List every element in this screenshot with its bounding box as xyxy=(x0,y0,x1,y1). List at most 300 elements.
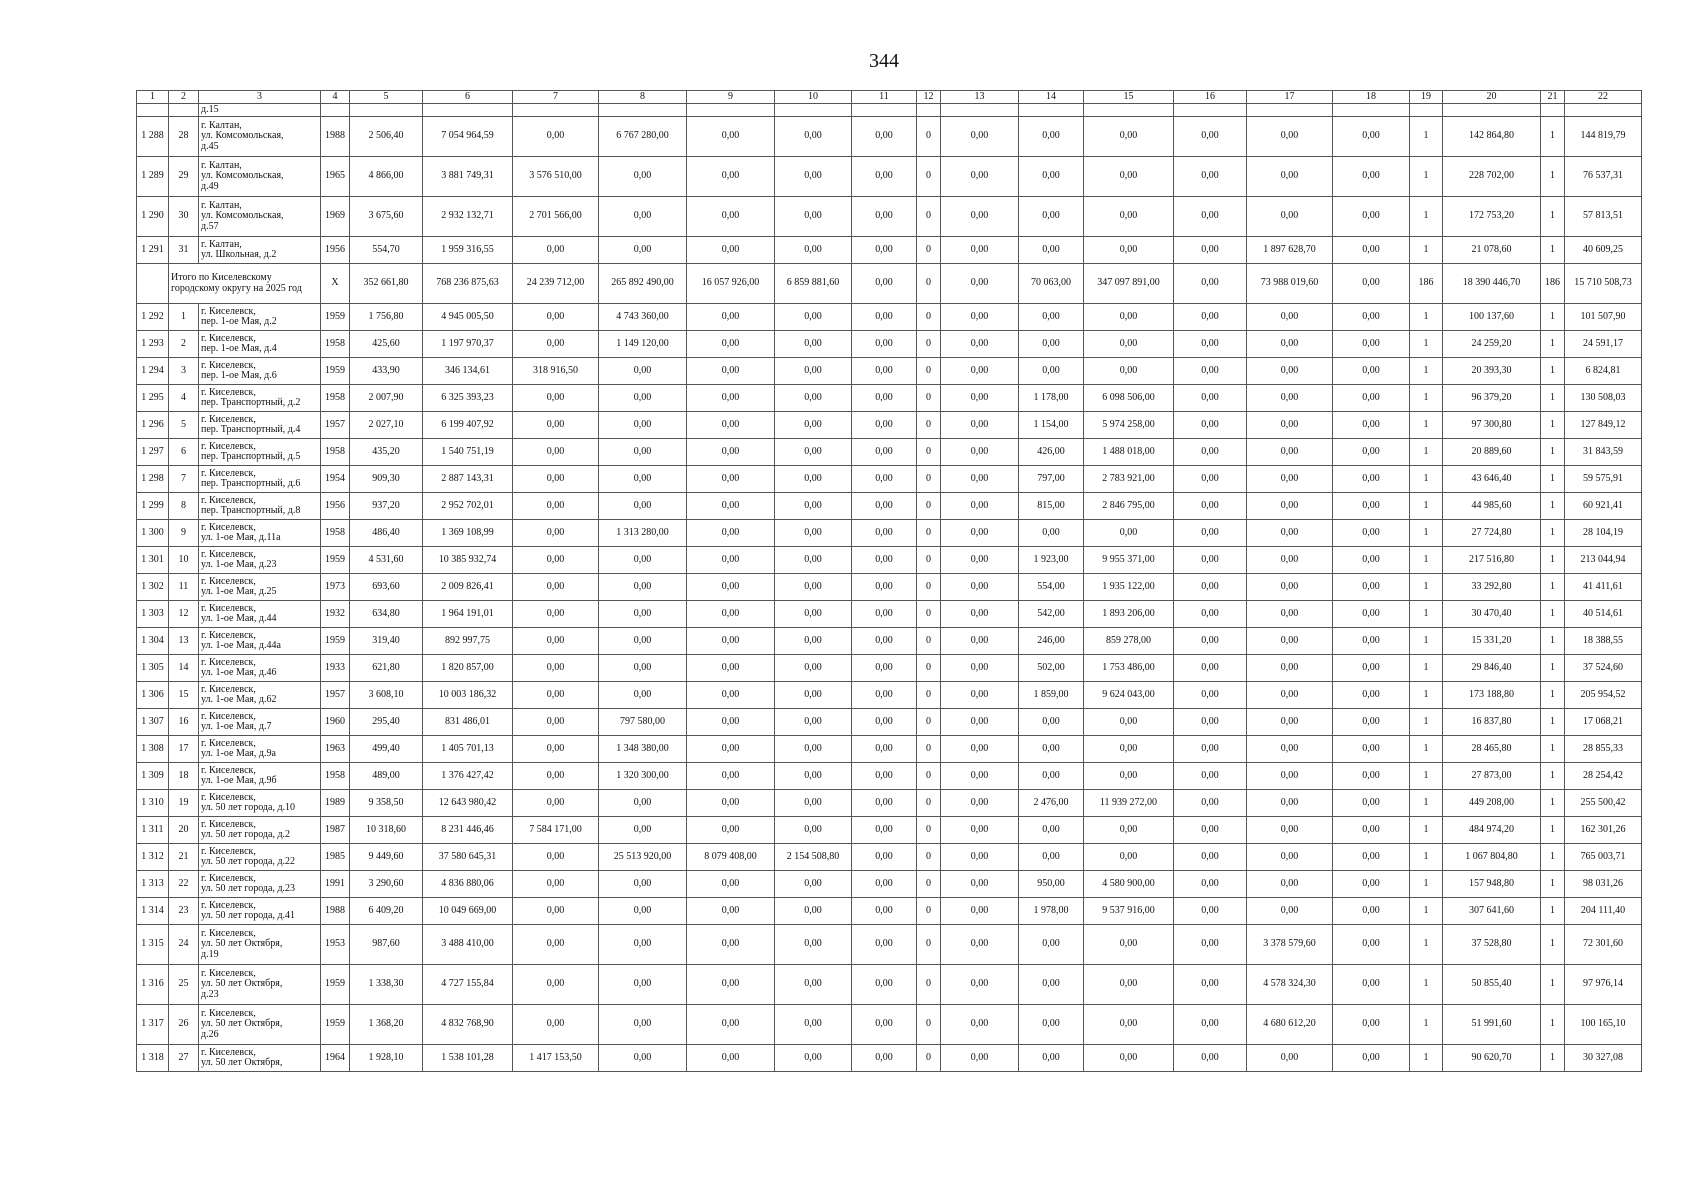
table-cell: 1 xyxy=(1541,871,1565,898)
table-cell: 489,00 xyxy=(350,763,423,790)
table-row xyxy=(137,439,1642,466)
table-cell: 1 303 xyxy=(137,601,169,628)
table-cell: 0,00 xyxy=(941,385,1019,412)
table-cell: 0,00 xyxy=(1174,965,1247,1005)
table-cell: 8 xyxy=(169,493,199,520)
table-cell: 0,00 xyxy=(599,237,687,264)
table-cell: 0 xyxy=(917,439,941,466)
table-cell: 0,00 xyxy=(687,385,775,412)
table-cell: 0,00 xyxy=(599,817,687,844)
table-cell: 1958 xyxy=(321,439,350,466)
table-cell: 0,00 xyxy=(852,682,917,709)
table-cell: 0,00 xyxy=(687,871,775,898)
table-cell: 0,00 xyxy=(941,466,1019,493)
table-cell: 27 xyxy=(169,1045,199,1072)
table-cell: 0,00 xyxy=(852,237,917,264)
table-cell: 0,00 xyxy=(687,439,775,466)
table-cell: 0 xyxy=(917,871,941,898)
table-cell xyxy=(169,104,199,117)
table-cell: 1988 xyxy=(321,117,350,157)
table-cell: 19 xyxy=(169,790,199,817)
column-header-17: 17 xyxy=(1247,91,1333,104)
table-cell: 0,00 xyxy=(941,304,1019,331)
table-cell: 0,00 xyxy=(852,412,917,439)
table-cell: 0,00 xyxy=(941,331,1019,358)
table-cell: 765 003,71 xyxy=(1565,844,1642,871)
table-cell: 1 296 xyxy=(137,412,169,439)
table-cell: 1 xyxy=(1541,709,1565,736)
table-cell: 1960 xyxy=(321,709,350,736)
table-cell: 1 xyxy=(1541,965,1565,1005)
table-cell: 0,00 xyxy=(1174,763,1247,790)
table-cell: 11 939 272,00 xyxy=(1084,790,1174,817)
column-header-21: 21 xyxy=(1541,91,1565,104)
table-cell: 1 305 xyxy=(137,655,169,682)
table-cell: 1 xyxy=(1410,466,1443,493)
table-cell: 1 xyxy=(1541,736,1565,763)
table-cell: 1 405 701,13 xyxy=(423,736,513,763)
table-row xyxy=(137,331,1642,358)
table-cell: 0,00 xyxy=(513,736,599,763)
table-cell: 0,00 xyxy=(1019,157,1084,197)
table-cell: 1 xyxy=(1410,493,1443,520)
table-cell: 0,00 xyxy=(941,655,1019,682)
table-cell: 0,00 xyxy=(775,871,852,898)
table-cell: 0 xyxy=(917,1045,941,1072)
table-cell: 0,00 xyxy=(852,965,917,1005)
table-row xyxy=(137,601,1642,628)
table-cell: 0,00 xyxy=(1247,157,1333,197)
table-cell: 1 820 857,00 xyxy=(423,655,513,682)
table-cell: 0,00 xyxy=(1084,817,1174,844)
table-cell: 1 309 xyxy=(137,763,169,790)
table-cell: 0,00 xyxy=(852,117,917,157)
table-cell: 0,00 xyxy=(1174,197,1247,237)
table-cell xyxy=(321,104,350,117)
table-cell xyxy=(687,104,775,117)
table-cell: 859 278,00 xyxy=(1084,628,1174,655)
table-cell: 0,00 xyxy=(599,1005,687,1045)
table-cell: 23 xyxy=(169,898,199,925)
table-cell: X xyxy=(321,264,350,304)
table-cell: 1 xyxy=(1541,574,1565,601)
table-cell: 0,00 xyxy=(941,358,1019,385)
table-cell: 0,00 xyxy=(1247,493,1333,520)
column-number-header-row xyxy=(137,91,1642,104)
table-cell: 4 945 005,50 xyxy=(423,304,513,331)
table-cell: 9 955 371,00 xyxy=(1084,547,1174,574)
table-cell: 9 xyxy=(169,520,199,547)
table-cell: 0,00 xyxy=(513,628,599,655)
table-cell: 29 xyxy=(169,157,199,197)
table-cell: 1 302 xyxy=(137,574,169,601)
table-cell: 0,00 xyxy=(775,117,852,157)
table-cell: 1 288 xyxy=(137,117,169,157)
table-cell: 173 188,80 xyxy=(1443,682,1541,709)
table-cell: 0,00 xyxy=(513,520,599,547)
table-cell: 0,00 xyxy=(941,117,1019,157)
address-cell: г. Киселевск, ул. 50 лет города, д.22 xyxy=(199,844,321,871)
table-row xyxy=(137,736,1642,763)
table-cell: 1 307 xyxy=(137,709,169,736)
table-cell: 295,40 xyxy=(350,709,423,736)
table-cell: 1 xyxy=(1410,709,1443,736)
table-cell: 0,00 xyxy=(513,709,599,736)
table-cell: 0 xyxy=(917,237,941,264)
table-cell: 1 297 xyxy=(137,439,169,466)
table-cell: 1 294 xyxy=(137,358,169,385)
table-cell: 0,00 xyxy=(1247,358,1333,385)
table-cell: 142 864,80 xyxy=(1443,117,1541,157)
table-cell: 0,00 xyxy=(1084,520,1174,547)
table-row xyxy=(137,655,1642,682)
table-cell: 0,00 xyxy=(1333,682,1410,709)
table-cell: 0,00 xyxy=(513,412,599,439)
table-cell: 0,00 xyxy=(513,790,599,817)
table-cell: 0,00 xyxy=(1174,466,1247,493)
table-cell: 1 753 486,00 xyxy=(1084,655,1174,682)
table-cell: 0,00 xyxy=(599,466,687,493)
table-cell: 2 xyxy=(169,331,199,358)
table-cell: 9 537 916,00 xyxy=(1084,898,1174,925)
table-cell: 1991 xyxy=(321,871,350,898)
table-cell: 1 369 108,99 xyxy=(423,520,513,547)
table-cell: 0,00 xyxy=(775,1045,852,1072)
table-cell: 1 xyxy=(1410,601,1443,628)
table-cell: 72 301,60 xyxy=(1565,925,1642,965)
table-cell: 0 xyxy=(917,601,941,628)
table-cell: 0,00 xyxy=(687,574,775,601)
table-cell: 0,00 xyxy=(1019,304,1084,331)
table-cell: 1959 xyxy=(321,304,350,331)
table-cell: 0,00 xyxy=(852,628,917,655)
table-cell: 0,00 xyxy=(852,1005,917,1045)
table-cell: 18 xyxy=(169,763,199,790)
table-cell: 0,00 xyxy=(852,358,917,385)
table-cell: 3 675,60 xyxy=(350,197,423,237)
table-cell: 265 892 490,00 xyxy=(599,264,687,304)
table-cell: 0,00 xyxy=(513,331,599,358)
table-cell: 0 xyxy=(917,763,941,790)
table-cell: 0,00 xyxy=(1019,197,1084,237)
table-cell: 20 889,60 xyxy=(1443,439,1541,466)
table-cell: 0,00 xyxy=(687,965,775,1005)
table-cell: 0,00 xyxy=(513,682,599,709)
table-cell xyxy=(137,264,169,304)
table-cell: 499,40 xyxy=(350,736,423,763)
table-cell: 0,00 xyxy=(1019,237,1084,264)
table-cell: 0,00 xyxy=(775,925,852,965)
table-cell: 0,00 xyxy=(1333,117,1410,157)
table-row xyxy=(137,925,1642,965)
table-cell: 1 959 316,55 xyxy=(423,237,513,264)
table-cell: 24 591,17 xyxy=(1565,331,1642,358)
table-cell: 0,00 xyxy=(599,493,687,520)
table-cell: 0,00 xyxy=(941,790,1019,817)
table-cell: 0,00 xyxy=(687,655,775,682)
table-cell: 37 528,80 xyxy=(1443,925,1541,965)
table-row xyxy=(137,1005,1642,1045)
table-cell: 0,00 xyxy=(1333,1045,1410,1072)
table-cell: 797,00 xyxy=(1019,466,1084,493)
table-cell: 0,00 xyxy=(1174,157,1247,197)
table-cell: 0,00 xyxy=(941,1005,1019,1045)
table-cell: 204 111,40 xyxy=(1565,898,1642,925)
table-cell: 28 104,19 xyxy=(1565,520,1642,547)
table-cell: 10 318,60 xyxy=(350,817,423,844)
table-cell: 0,00 xyxy=(1247,898,1333,925)
table-cell: 1 178,00 xyxy=(1019,385,1084,412)
table-cell: 0,00 xyxy=(513,925,599,965)
table-cell: 0 xyxy=(917,331,941,358)
table-cell: 0,00 xyxy=(687,412,775,439)
table-cell: 1 xyxy=(1541,358,1565,385)
table-row xyxy=(137,844,1642,871)
table-cell: 950,00 xyxy=(1019,871,1084,898)
table-row xyxy=(137,790,1642,817)
table-cell: 0,00 xyxy=(599,925,687,965)
table-cell: 1 338,30 xyxy=(350,965,423,1005)
address-cell: г. Киселевск, пер. 1-ое Мая, д.4 xyxy=(199,331,321,358)
table-cell: 0,00 xyxy=(1019,763,1084,790)
table-cell: 0,00 xyxy=(775,331,852,358)
table-cell: 15 331,20 xyxy=(1443,628,1541,655)
table-cell: 20 xyxy=(169,817,199,844)
table-cell: 16 057 926,00 xyxy=(687,264,775,304)
table-cell xyxy=(775,104,852,117)
table-cell: 634,80 xyxy=(350,601,423,628)
table-cell: 0 xyxy=(917,304,941,331)
table-cell: 1989 xyxy=(321,790,350,817)
table-cell: 4 531,60 xyxy=(350,547,423,574)
table-cell: 0,00 xyxy=(1333,412,1410,439)
table-cell: 0,00 xyxy=(775,709,852,736)
table-cell: 70 063,00 xyxy=(1019,264,1084,304)
table-cell: 542,00 xyxy=(1019,601,1084,628)
table-cell: 0,00 xyxy=(687,736,775,763)
table-cell: 1 xyxy=(1410,898,1443,925)
table-cell xyxy=(350,104,423,117)
table-cell: 1958 xyxy=(321,385,350,412)
table-cell: 1954 xyxy=(321,466,350,493)
table-cell: 0,00 xyxy=(775,817,852,844)
table-cell: 0,00 xyxy=(1247,655,1333,682)
table-cell: 0,00 xyxy=(1333,655,1410,682)
table-cell: 18 390 446,70 xyxy=(1443,264,1541,304)
table-cell: 0,00 xyxy=(775,655,852,682)
table-cell: 0,00 xyxy=(941,871,1019,898)
table-cell: 0,00 xyxy=(1247,439,1333,466)
table-cell: 0,00 xyxy=(599,601,687,628)
table-cell: 4 580 900,00 xyxy=(1084,871,1174,898)
table-cell: 1 292 xyxy=(137,304,169,331)
table-cell: 13 xyxy=(169,628,199,655)
table-cell: 0,00 xyxy=(775,520,852,547)
address-cell: г. Киселевск, ул. 1-ое Мая, д.44а xyxy=(199,628,321,655)
table-cell: 0,00 xyxy=(1247,117,1333,157)
table-cell: 0,00 xyxy=(1019,709,1084,736)
table-cell: 0,00 xyxy=(513,385,599,412)
table-cell: 6 199 407,92 xyxy=(423,412,513,439)
table-cell: 6 409,20 xyxy=(350,898,423,925)
table-cell: 1 xyxy=(1410,763,1443,790)
table-cell: 1 xyxy=(1541,466,1565,493)
column-header-12: 12 xyxy=(917,91,941,104)
table-cell: 0,00 xyxy=(775,547,852,574)
table-cell: 1 xyxy=(1541,1045,1565,1072)
table-cell: 50 855,40 xyxy=(1443,965,1541,1005)
table-cell: 0,00 xyxy=(852,709,917,736)
table-cell: 40 514,61 xyxy=(1565,601,1642,628)
table-cell: 1 320 300,00 xyxy=(599,763,687,790)
table-cell: 2 952 702,01 xyxy=(423,493,513,520)
address-cell: г. Киселевск, пер. Транспортный, д.5 xyxy=(199,439,321,466)
column-header-20: 20 xyxy=(1443,91,1541,104)
table-cell: 0,00 xyxy=(1174,844,1247,871)
table-cell: 1 299 xyxy=(137,493,169,520)
table-cell: 6 824,81 xyxy=(1565,358,1642,385)
table-cell: 0,00 xyxy=(775,965,852,1005)
table-cell: 0,00 xyxy=(775,385,852,412)
table-cell: 0,00 xyxy=(513,1005,599,1045)
table-cell: 16 837,80 xyxy=(1443,709,1541,736)
table-cell: 1 xyxy=(1410,655,1443,682)
table-cell: 0,00 xyxy=(599,871,687,898)
table-cell: 0,00 xyxy=(1084,965,1174,1005)
table-cell: 0,00 xyxy=(687,898,775,925)
table-cell: 0,00 xyxy=(1174,520,1247,547)
table-cell: 217 516,80 xyxy=(1443,547,1541,574)
table-cell: 0,00 xyxy=(852,817,917,844)
table-cell xyxy=(1565,104,1642,117)
total-row xyxy=(137,264,1642,304)
table-cell: 0,00 xyxy=(1019,736,1084,763)
table-cell: 1 xyxy=(1541,682,1565,709)
table-cell: 0,00 xyxy=(599,197,687,237)
table-cell: 0,00 xyxy=(852,574,917,601)
table-cell: 1 xyxy=(169,304,199,331)
table-cell: 0,00 xyxy=(775,736,852,763)
table-cell: 97 976,14 xyxy=(1565,965,1642,1005)
table-cell xyxy=(1541,104,1565,117)
table-cell: 4 680 612,20 xyxy=(1247,1005,1333,1045)
table-cell: 1 300 xyxy=(137,520,169,547)
table-cell: 1 xyxy=(1541,898,1565,925)
table-cell: 0,00 xyxy=(1333,736,1410,763)
table-cell: 0 xyxy=(917,898,941,925)
table-cell: 0,00 xyxy=(775,466,852,493)
address-cell: г. Киселевск, ул. 1-ое Мая, д.44 xyxy=(199,601,321,628)
table-cell: 2 783 921,00 xyxy=(1084,466,1174,493)
table-cell: 0,00 xyxy=(1333,763,1410,790)
table-cell: 1 316 xyxy=(137,965,169,1005)
table-cell: 0,00 xyxy=(941,574,1019,601)
table-row xyxy=(137,358,1642,385)
table-cell: 1 978,00 xyxy=(1019,898,1084,925)
table-cell: 1988 xyxy=(321,898,350,925)
table-cell: 433,90 xyxy=(350,358,423,385)
table-cell: 0 xyxy=(917,655,941,682)
table-cell: 0,00 xyxy=(775,157,852,197)
table-cell: 6 859 881,60 xyxy=(775,264,852,304)
table-cell: 1932 xyxy=(321,601,350,628)
table-cell: 1 488 018,00 xyxy=(1084,439,1174,466)
table-cell: 0,00 xyxy=(941,763,1019,790)
table-row xyxy=(137,466,1642,493)
table-cell: 0,00 xyxy=(941,925,1019,965)
table-row xyxy=(137,628,1642,655)
table-cell: 0,00 xyxy=(852,736,917,763)
table-cell: 0,00 xyxy=(1247,871,1333,898)
table-cell: 1 xyxy=(1410,965,1443,1005)
column-header-19: 19 xyxy=(1410,91,1443,104)
table-cell: 11 xyxy=(169,574,199,601)
table-cell: 7 xyxy=(169,466,199,493)
table-cell: 12 xyxy=(169,601,199,628)
table-cell: 7 584 171,00 xyxy=(513,817,599,844)
table-cell: 346 134,61 xyxy=(423,358,513,385)
table-cell: 0,00 xyxy=(599,574,687,601)
table-cell: 0,00 xyxy=(1333,965,1410,1005)
table-row xyxy=(137,117,1642,157)
table-cell: 28 254,42 xyxy=(1565,763,1642,790)
table-cell: 16 xyxy=(169,709,199,736)
address-cell: г. Киселевск, ул. 50 лет города, д.41 xyxy=(199,898,321,925)
table-cell: 0 xyxy=(917,709,941,736)
table-cell: 1 xyxy=(1541,385,1565,412)
table-cell: 24 259,20 xyxy=(1443,331,1541,358)
table-cell: 17 068,21 xyxy=(1565,709,1642,736)
table-cell: 1 859,00 xyxy=(1019,682,1084,709)
table-cell: 98 031,26 xyxy=(1565,871,1642,898)
table-cell: 937,20 xyxy=(350,493,423,520)
table-cell: 0,00 xyxy=(1247,709,1333,736)
table-cell: 554,00 xyxy=(1019,574,1084,601)
table-cell: 0,00 xyxy=(1247,547,1333,574)
table-cell: 31 843,59 xyxy=(1565,439,1642,466)
table-cell: 205 954,52 xyxy=(1565,682,1642,709)
table-cell: 2 027,10 xyxy=(350,412,423,439)
table-cell: 0,00 xyxy=(1333,157,1410,197)
table-cell: 31 xyxy=(169,237,199,264)
table-cell: 0,00 xyxy=(513,763,599,790)
table-cell: 255 500,42 xyxy=(1565,790,1642,817)
table-cell: 1959 xyxy=(321,358,350,385)
table-cell: 0,00 xyxy=(1247,412,1333,439)
address-cell: г. Киселевск, ул. 1-ое Мая, д.46 xyxy=(199,655,321,682)
table-cell: 0,00 xyxy=(1333,844,1410,871)
table-cell: 1 xyxy=(1541,790,1565,817)
table-cell: 0,00 xyxy=(1174,493,1247,520)
table-cell: 0,00 xyxy=(1084,358,1174,385)
table-cell: 12 643 980,42 xyxy=(423,790,513,817)
table-cell: 90 620,70 xyxy=(1443,1045,1541,1072)
table-cell: 909,30 xyxy=(350,466,423,493)
table-cell: 162 301,26 xyxy=(1565,817,1642,844)
table-cell: 0,00 xyxy=(1174,736,1247,763)
table-cell: 621,80 xyxy=(350,655,423,682)
table-cell: 0,00 xyxy=(1174,1045,1247,1072)
table-cell: 0 xyxy=(917,358,941,385)
table-cell: 987,60 xyxy=(350,925,423,965)
table-cell: 0,00 xyxy=(852,439,917,466)
table-cell: 8 231 446,46 xyxy=(423,817,513,844)
table-cell: 0,00 xyxy=(1019,965,1084,1005)
table-cell: 0,00 xyxy=(775,197,852,237)
table-cell: 1 xyxy=(1410,412,1443,439)
table-cell: 0 xyxy=(917,157,941,197)
table-cell: 0,00 xyxy=(1084,331,1174,358)
